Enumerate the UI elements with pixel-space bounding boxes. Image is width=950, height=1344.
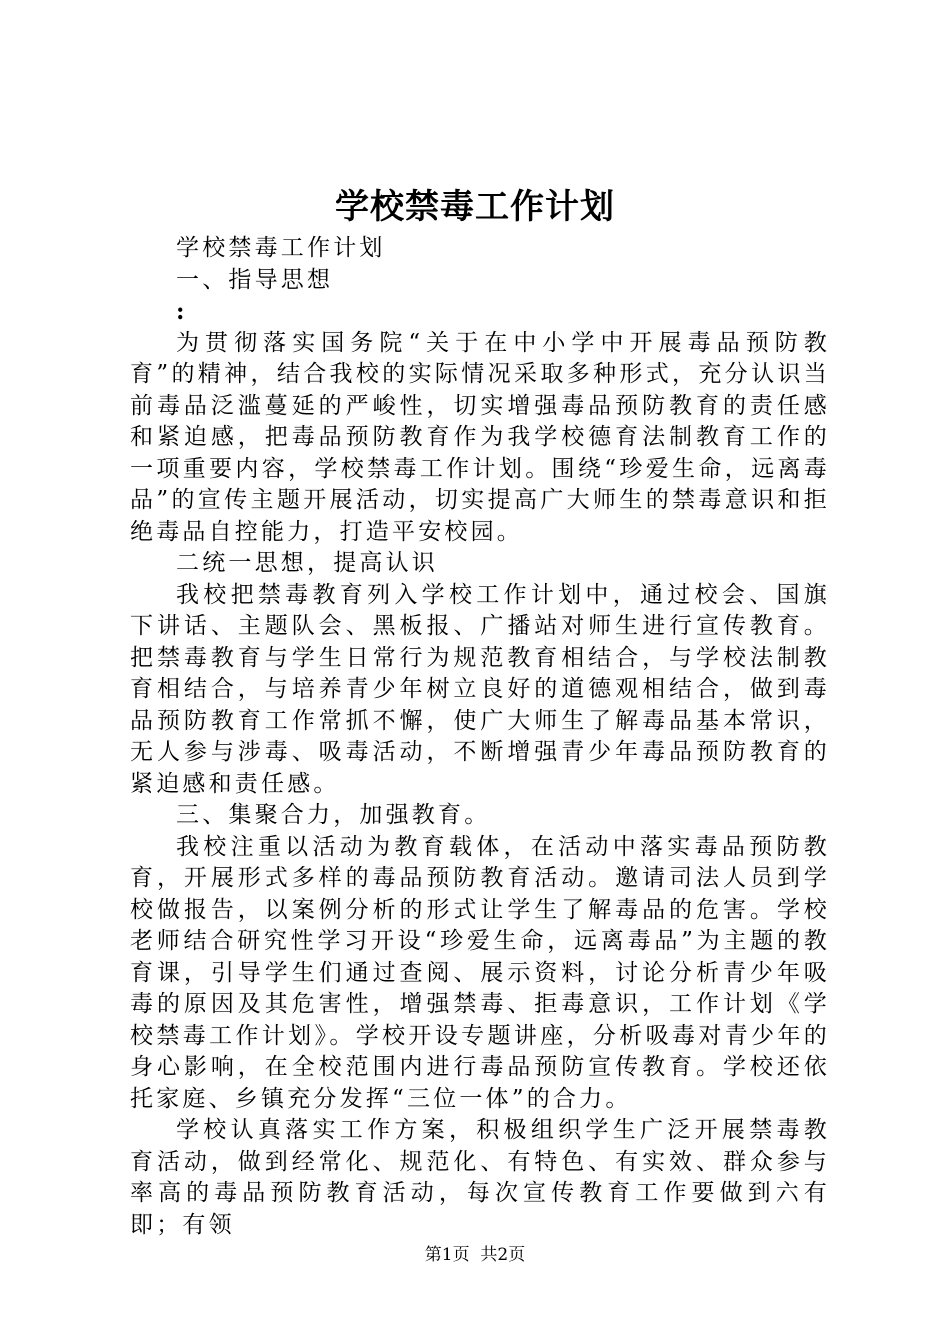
page-total: 共2页 (480, 1245, 526, 1265)
paragraph-4: 学校认真落实工作方案，积极组织学生广泛开展禁毒教育活动，做到经常化、规范化、有特色、有实效、群众参与率高的毒品预防教育活动，每次宣传教育工作要做到六有即；有领 (130, 1117, 830, 1238)
section-heading-2: 二统一思想，提高认识 (176, 550, 438, 576)
paragraph-1: 为贯彻落实国务院“关于在中小学中开展毒品预防教育”的精神，结合我校的实际情况采取多种形式，充分认识当前毒品泛滥蔓延的严峻性，切实增强毒品预防教育的责任感和紧迫感，把毒品预防教育作为我学校德育法制教育工作的一项重要内容，学校禁毒工作计划。围绕“珍爱生命，远离毒品”的宣传主题开展活动，切实提高广大师生的禁毒意识和拒绝毒品自控能力，打造平安校园。 (130, 329, 830, 545)
paragraph-colon: : (176, 298, 188, 325)
section-heading-3: 三、集聚合力，加强教育。 (176, 802, 491, 828)
paragraph-2: 我校把禁毒教育列入学校工作计划中，通过校会、国旗下讲话、主题队会、黑板报、广播站对师生进行宣传教育。把禁毒教育与学生日常行为规范教育相结合，与学校法制教育相结合，与培养青少年树立良好的道德观相结合，做到毒品预防教育工作常抓不懈，使广大师生了解毒品基本常识，无人参与涉毒、吸毒活动，不断增强青少年毒品预防教育的紧迫感和责任感。 (130, 581, 830, 797)
paragraph-heading: 学校禁毒工作计划 (176, 235, 386, 261)
document-title: 学校禁毒工作计划 (335, 187, 615, 227)
document-body (130, 233, 830, 1241)
paragraph-3: 我校注重以活动为教育载体，在活动中落实毒品预防教育，开展形式多样的毒品预防教育活动。邀请司法人员到学校做报告，以案例分析的形式让学生了解毒品的危害。学校老师结合研究性学习开设“珍爱生命，远离毒品”为主题的教育课，引导学生们通过查阅、展示资料，讨论分析青少年吸毒的原因及其危害性，增强禁毒、拒毒意识，工作计划《学校禁毒工作计划》。学校开设专题讲座，分析吸毒对青少年的身心影响，在全校范围内进行毒品预防宣传教育。学校还依托家庭、乡镇充分发挥“三位一体”的合力。 (130, 833, 830, 1112)
section-heading-1: 一、指导思想 (176, 266, 334, 293)
page-number: 第1页 (424, 1245, 470, 1265)
page-footer (0, 1243, 950, 1267)
